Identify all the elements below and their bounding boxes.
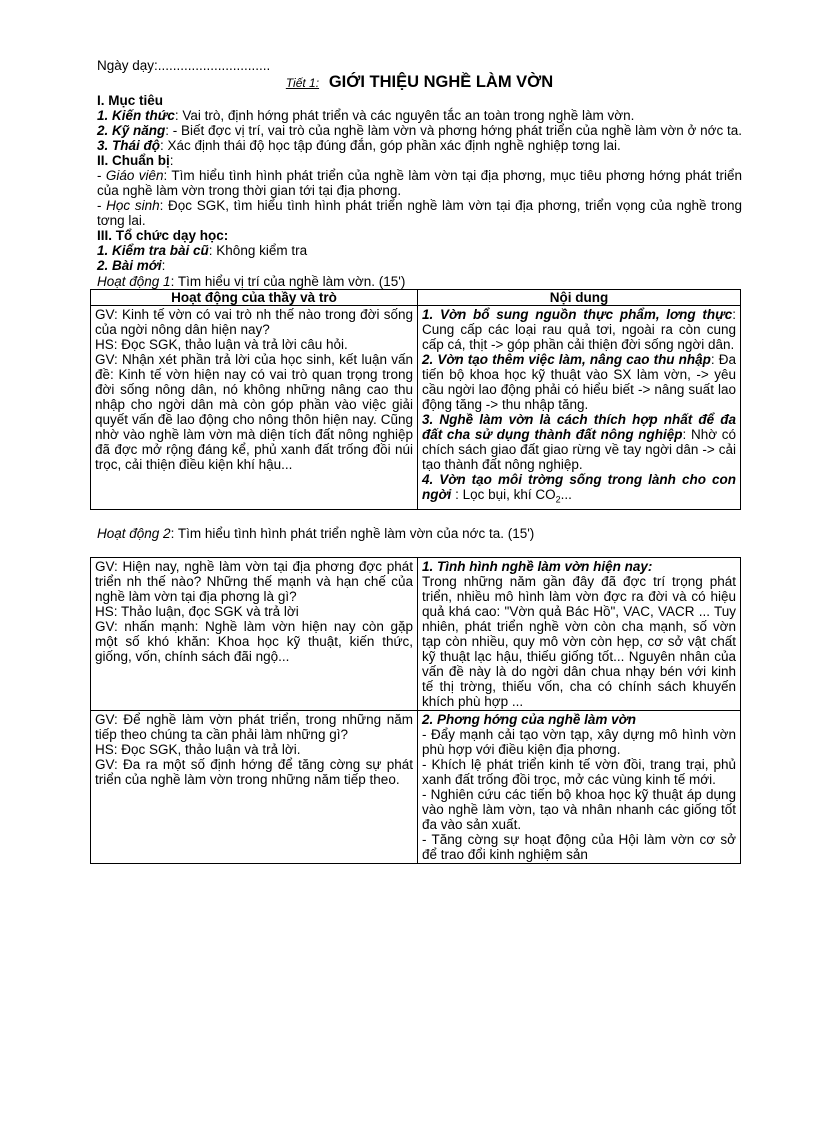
activity2-row2-right [418,710,741,863]
knowledge-text: : Vai trò, định hớng phát triển và các nguyên tắc an toàn trong nghề làm vờn. [174,108,635,123]
content-item-label: 2. Phơng hớng của nghề làm vờn [422,711,636,727]
activity2-text: : Tìm hiểu tình hình phát triển nghề làm vờn của nớc ta. (15') [170,525,535,541]
new-lesson-colon: : [161,258,166,273]
list-item: - Tăng cờng sự hoạt động của Hội làm vờn cơ sở để trao đổi kinh nghiệm sản [422,831,736,862]
title-row [97,75,742,91]
objective-attitude [97,138,742,153]
left-paragraph: GV: nhấn mạnh: Nghề làm vờn hiện nay còn gặp một số khó khăn: Khoa học kỹ thuật, kiến thức, giống, vốn, chính sách đãi ngộ... [95,618,413,664]
preparation-teacher: - Giáo viên: Tìm hiểu tình hình phát triển của nghề làm vờn tại địa phơng, mục tiêu phơng hớng phát triển của nghề làm vờn trong thời gian tới tại địa phơng. [97,168,742,198]
activity1-table [90,289,741,510]
left-paragraph: GV: Kinh tế vờn có vai trò nh thế nào trong đời sống của ngời nông dân hiện nay? [95,307,413,337]
skill-text: : - Biết đợc vị trí, vai trò của nghề làm vờn và phơng hớng phát triển của nghề làm vờn ở nớc ta. [165,123,743,138]
teacher-text: : Tìm hiểu tình hình phát triển của nghề làm vờn tại địa phơng, mục tiêu phơng hớng phát triển của nghề làm vờn trong thời gian tới tại địa phơng. [97,168,742,198]
content-item-label: 1. Tình hình nghề làm vờn hiện nay: [422,558,653,574]
teacher-label: Giáo viên [105,168,164,183]
activity1-text: : Tìm hiểu vị trí của nghề làm vờn. (15') [170,274,406,289]
activity2-row2-left [91,710,418,863]
activity1-right-cell [418,306,741,510]
content-item [422,472,736,508]
check-text: : Không kiểm tra [208,243,308,258]
preparation-heading-text: II. Chuẩn bị [97,153,170,168]
activity1-label: Hoạt động 1 [97,274,171,289]
content-item-label: 1. Vờn bổ sung nguồn thực phẩm, lơng thực [422,307,733,322]
table-row [91,306,741,510]
date-line: Ngày dạy:.............................. [97,58,271,73]
activity2-table [90,557,741,864]
new-lesson-label: 2. Bài mới [97,258,162,273]
subscript: 2 [555,494,561,505]
page-title: GIỚI THIỆU NGHỀ LÀM VỜN [328,73,554,91]
preparation-heading-colon: : [169,153,174,168]
left-paragraph: GV: Để nghề làm vờn phát triển, trong những năm tiếp theo chúng ta cần phải làm những gì? [95,711,413,742]
section-preparation-heading [97,153,742,168]
content-item-label: 3. Nghề làm vờn là cách thích hợp nhất để đa đất cha sử dụng thành đất nông nghiệp [422,412,736,442]
content-item-text: : Lọc bụi, khí CO [451,487,556,502]
activity2-row1-left [91,557,418,710]
content-item-text: Trong những năm gần đây đã đợc trí trọng phát triển, nhiều mô hình làm vờn đợc ra đời và có hiệu quả khá cao: "Vờn quả Bác Hồ", VAC, VACR ... Tuy nhiên, phát triển nghề vờn còn cha mạnh, số vờn tạp còn nhiều, quy mô vờn còn hẹp, cơ sở vật chất kỹ thuật lạc hậu, thiếu giống tốt... Nguyên nhân của vấn đề này là do ngời dân chua nhạy bén với kinh tế thị trờng, thiếu vốn, cha có chính sách khuyến khích phù hợp ... [422,573,736,709]
skill-label: 2. Kỹ năng [97,123,166,138]
check-label: 1. Kiểm tra bài cũ [97,243,209,258]
objective-knowledge [97,108,742,123]
activity2-heading [97,526,742,541]
lesson-number: Tiết 1: [285,76,320,90]
content-item-text: : Cung cấp các loại rau quả tơi, ngoài ra còn cung cấp cá, thịt -> góp phần cải thiện đời sống ngời dân. [422,307,736,352]
list-item: - Nghiên cứu các tiến bộ khoa học kỹ thuật áp dụng vào nghề làm vờn, tạo và nhân nhanh các giống tốt đa vào sản xuất. [422,786,736,832]
content-item [422,352,736,412]
new-lesson [97,258,742,273]
left-paragraph: HS: Đọc SGK, thảo luận và trả lời. [95,741,301,757]
column-header-activities: Hoạt động của thầy và trò [91,290,418,306]
activity2-row1-right [418,557,741,710]
content-item-label: 4. Vờn tạo môi trờng sống trong lành cho con ngời [422,472,736,502]
attitude-text: : Xác định thái độ học tập đúng đắn, góp phần xác định nghề nghiệp tơng lai. [160,138,621,153]
knowledge-label: 1. Kiến thức [97,108,175,123]
check-old-lesson [97,243,742,258]
list-item: - Đẩy mạnh cải tạo vờn tạp, xây dựng mô hình vờn phù hợp với điều kiện địa phơng. [422,726,736,757]
left-paragraph: GV: Nhận xét phần trả lời của học sinh, kết luận vấn đề: Kinh tế vờn hiện nay có vai trò quan trọng trong đời sống nông dân, nó không những nâng cao thu nhập cho ngời dân mà còn góp phần vào việc giải quyết vấn đề lao động cho nông thôn hiện nay. Cũng nhờ vào nghề làm vờn mà diện tích đất nông nghiệp đã đợc mở rộng đáng kể, phủ xanh đất trống đồi núi trọc, cải thiện điều kiện khí hậu... [95,352,413,472]
student-text: : Đọc SGK, tìm hiểu tình hình phát triển nghề làm vờn tại địa phơng, triển vọng của nghề trong tơng lai. [97,198,742,228]
table-row [91,557,741,710]
attitude-label: 3. Thái độ [97,138,161,153]
content-item [422,412,736,472]
activity2-label: Hoạt động 2 [97,525,171,541]
content-item-tail: ... [560,487,572,502]
activity1-left-cell [91,306,418,510]
content-item-label: 2. Vờn tạo thêm việc làm, nâng cao thu nhập [422,352,711,367]
column-header-content: Nội dung [418,290,741,306]
student-label: Học sinh [106,198,160,213]
left-paragraph: HS: Thảo luận, đọc SGK và trả lời [95,603,299,619]
objective-skill [97,123,742,138]
content-item [422,307,736,352]
left-paragraph: GV: Đa ra một số định hớng để tăng cờng sự phát triển của nghề làm vờn trong những năm tiếp theo. [95,756,413,787]
left-paragraph: GV: Hiện nay, nghề làm vờn tại địa phơng đợc phát triển nh thế nào? Những thế mạnh và hạn chế của nghề làm vờn tại địa phơng là gì? [95,558,413,604]
content-item-text: : Nhờ có chích sách giao đất giao rừng về tay ngời dân -> cải tạo thành đất nông nghiệp. [422,427,737,472]
document-page [97,58,742,864]
left-paragraph: HS: Đọc SGK, thảo luận và trả lời câu hỏi. [95,337,348,352]
preparation-student: - Học sinh: Đọc SGK, tìm hiểu tình hình phát triển nghề làm vờn tại địa phơng, triển vọng của nghề trong tơng lai. [97,198,742,228]
table-row [91,710,741,863]
section-organization-heading: III. Tổ chức dạy học: [97,228,229,243]
activity1-heading [97,274,742,289]
section-objectives-heading: I. Mục tiêu [97,93,164,108]
list-item: - Khích lệ phát triển kinh tế vờn đồi, trang trại, phủ xanh đất trống đồi trọc, mở các vùng kinh tế mới. [422,756,736,787]
table-header-row [91,290,741,306]
content-item-text: : Đa tiến bộ khoa học kỹ thuật vào SX làm vờn, -> yêu cầu ngời lao động phải có hiểu biết -> nâng suất lao động tăng -> thu nhập tăng. [422,352,736,412]
